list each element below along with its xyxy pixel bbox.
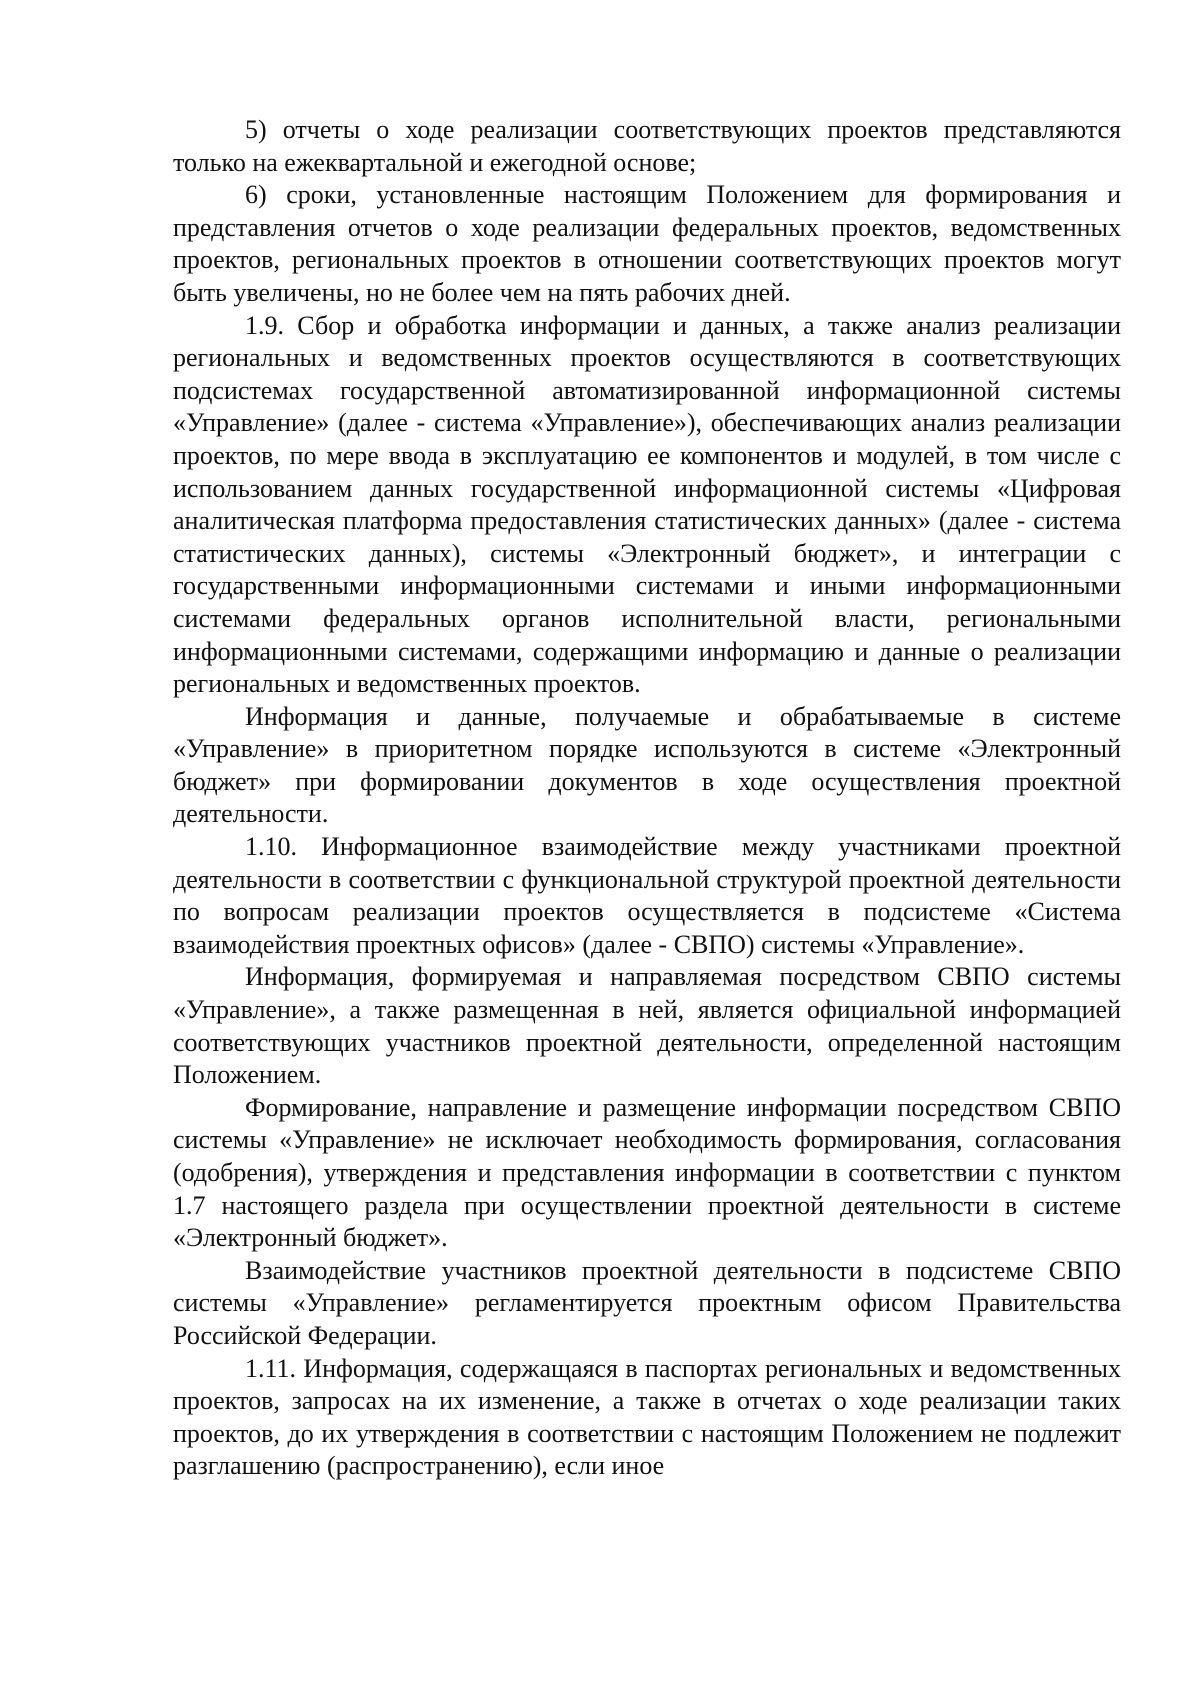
document-body	[173, 114, 1121, 1483]
paragraph-section-1-10: 1.10. Информационное взаимодействие между участниками проектной деятельности в соответствии с функциональной структурой проектной деятельности по вопросам реализации проектов осуществляется в подсистеме «Система взаимодействия проектных офисов» (далее - СВПО) системы «Управление».	[173, 832, 1121, 959]
paragraph-formation-placement: Формирование, направление и размещение информации посредством СВПО системы «Управление» не исключает необходимость формирования, согласования (одобрения), утверждения и представления информации в соответствии с пунктом 1.7 настоящего раздела при осуществлении проектной деятельности в системе «Электронный бюджет».	[173, 1092, 1121, 1253]
paragraph-section-1-9: 1.9. Сбор и обработка информации и данных, а также анализ реализации региональных и ведомственных проектов осуществляются в соответствующих подсистемах государственной автоматизированной информационной системы «Управление» (далее - система «Управление»), обеспечивающих анализ реализации проектов, по мере ввода в эксплуатацию ее компонентов и модулей, в том числе с использованием данных государственной информационной системы «Цифровая аналитическая платформа предоставления статистических данных» (далее - система статистических данных), системы «Электронный бюджет», и интеграции с государственными информационными системами и иными информационными системами федеральных органов исполнительной власти, региональными информационными системами, содержащими информацию и данные о реализации региональных и ведомственных проектов.	[173, 310, 1121, 699]
paragraph-item-5: 5) отчеты о ходе реализации соответствующих проектов представляются только на ежеквартальной и ежегодной основе;	[173, 115, 1121, 177]
paragraph-interaction-regulation: Взаимодействие участников проектной деятельности в подсистеме СВПО системы «Управление» регламентируется проектным офисом Правительства Российской Федерации.	[173, 1255, 1121, 1350]
paragraph-information-usage: Информация и данные, получаемые и обрабатываемые в системе «Управление» в приоритетном порядке используются в системе «Электронный бюджет» при формировании документов в ходе осуществления проектной деятельности.	[173, 701, 1121, 829]
paragraph-section-1-11: 1.11. Информация, содержащаяся в паспортах региональных и ведомственных проектов, запросах на их изменение, а также в отчетах о ходе реализации таких проектов, до их утверждения в соответствии с настоящим Положением не подлежит разглашению (распространению), если иное	[173, 1353, 1121, 1481]
paragraph-item-6: 6) сроки, установленные настоящим Положением для формирования и представления отчетов о ходе реализации федеральных проектов, ведомственных проектов, региональных проектов в отношении соответствующих проектов могут быть увеличены, но не более чем на пять рабочих дней.	[173, 180, 1121, 307]
paragraph-official-information: Информация, формируемая и направляемая посредством СВПО системы «Управление», а также размещенная в ней, является официальной информацией соответствующих участников проектной деятельности, определенной настоящим Положением.	[173, 962, 1121, 1090]
